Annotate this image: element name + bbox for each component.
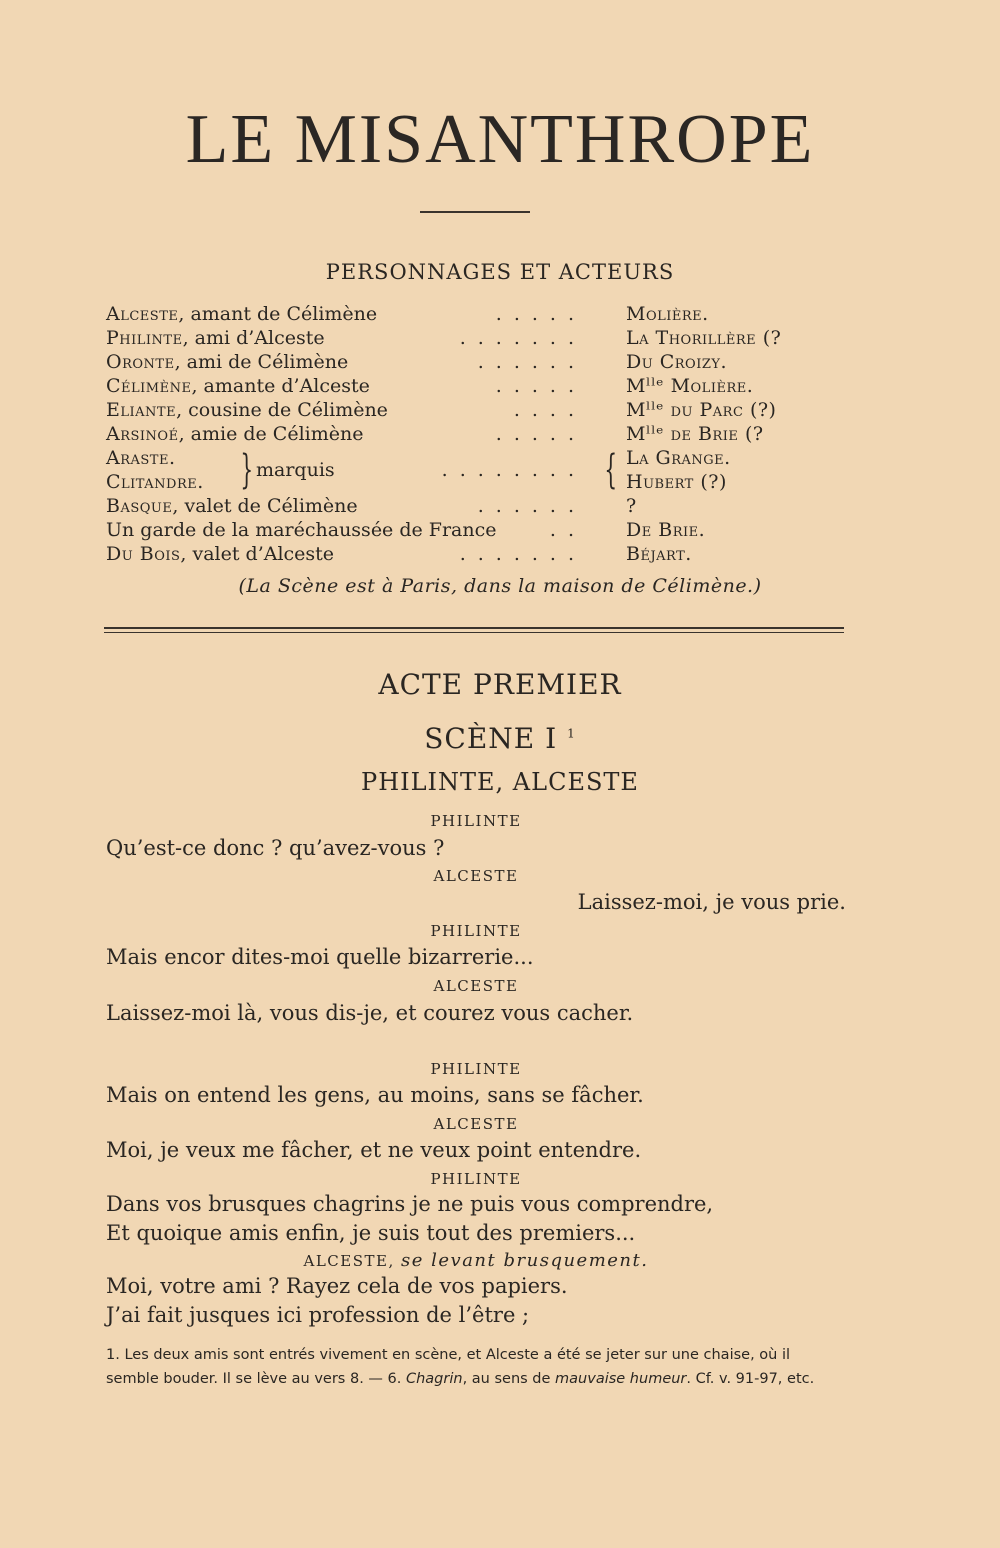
speaker-name: PHILINTE (430, 1060, 522, 1078)
cast-row (106, 374, 846, 398)
footnote-term: Chagrin (405, 1371, 463, 1387)
verse-line: Dans vos brusques chagrins je ne puis vous comprendre, (106, 1192, 714, 1216)
double-rule (104, 627, 844, 633)
verse-line: Moi, je veux me fâcher, et ne veux point entendre. (106, 1138, 642, 1162)
cast-row (106, 542, 846, 566)
verse-line: Mais encor dites-moi quelle bizarrerie... (106, 945, 534, 969)
actor-name: ? (626, 495, 637, 517)
character-name: Du Bois (106, 543, 181, 565)
verse-line: Mais on entend les gens, au moins, sans se fâcher. (106, 1083, 644, 1107)
verse-line: J’ai fait jusques ici profession de l’être ; (106, 1303, 530, 1327)
character-name: Basque (106, 495, 173, 517)
marquis-label: marquis (256, 459, 335, 481)
cast-row (106, 422, 846, 446)
verse-line: Laissez-moi, je vous prie. (577, 890, 846, 914)
leader-dots: ..... (495, 375, 586, 397)
character-desc: , ami de Célimène (174, 351, 349, 373)
stage-direction: se levant brusquement. (401, 1250, 649, 1271)
actor-name: La Grange. (626, 447, 731, 469)
scene-setting: (La Scène est à Paris, dans la maison de Célimène.) (238, 575, 762, 597)
speaker-name: ALCESTE (433, 1115, 519, 1133)
character-name: Araste. (106, 447, 176, 469)
actor-name: De Brie. (626, 519, 706, 541)
character-desc: , cousine de Célimène (176, 399, 388, 421)
actor-name: Béjart. (626, 543, 692, 565)
actor-name: La Thorillère (? (626, 327, 782, 349)
verse-line: Qu’est-ce donc ? qu’avez-vous ? (106, 836, 445, 860)
character-name: Oronte (106, 351, 175, 373)
cast-row (106, 398, 846, 422)
left-brace: } (240, 447, 254, 493)
marquis-group (106, 446, 846, 494)
cast-row (106, 494, 846, 518)
actor-name: Du Croizy. (626, 351, 728, 373)
cast-row (106, 518, 846, 542)
actor-name: Molière. (626, 303, 709, 325)
character-name: Eliante (106, 399, 177, 421)
character-desc: Un garde de la maréchaussée de France (106, 519, 497, 541)
character-name: Arsinoé (106, 423, 179, 445)
actor-name: Mˡˡᵉ de Brie (? (626, 423, 764, 445)
speaker-name: ALCESTE (433, 867, 519, 885)
cast-list (106, 302, 846, 566)
character-desc: , amie de Célimène (178, 423, 364, 445)
leader-dots: ...... (477, 351, 586, 373)
act-title: ACTE PREMIER (378, 668, 622, 701)
character-name: Clitandre. (106, 471, 204, 493)
character-desc: , amant de Célimène (178, 303, 378, 325)
speaker-name: PHILINTE (430, 922, 522, 940)
speaker-name: PHILINTE (430, 812, 522, 830)
right-brace: { (604, 447, 618, 493)
verse-line: Laissez-moi là, vous dis-je, et courez vous cacher. (106, 1001, 634, 1025)
leader-dots: ..... (495, 423, 586, 445)
cast-row (106, 326, 846, 350)
leader-dots: .. (549, 519, 586, 541)
footnote-ref: 1 (567, 726, 576, 741)
leader-dots: ....... (459, 327, 586, 349)
character-desc: , valet d’Alceste (180, 543, 335, 565)
actor-name: Hubert (?) (626, 471, 727, 493)
scene-characters: PHILINTE, ALCESTE (361, 768, 639, 796)
actor-name: Mˡˡᵉ Molière. (626, 375, 754, 397)
speaker-name: PHILINTE (430, 1170, 522, 1188)
cast-heading: PERSONNAGES ET ACTEURS (325, 260, 675, 284)
cast-row (106, 302, 846, 326)
leader-dots: .... (513, 399, 586, 421)
character-name: Alceste (106, 303, 179, 325)
footnote: 1. Les deux amis sont entrés vivement en scène, et Alceste a été se jeter sur une chaise, où il semble bouder. Il se lève au vers 8. — 6. Chagrin, au sens de mauvaise humeur. Cf. v. 91-97, etc. (106, 1347, 815, 1387)
footnote-term: mauvaise humeur (555, 1371, 687, 1387)
character-name: Philinte (106, 327, 183, 349)
character-name: Célimène (106, 375, 192, 397)
scene-title (0, 722, 1000, 755)
character-desc: , ami d’Alceste (182, 327, 325, 349)
speaker-name: ALCESTE (433, 977, 519, 995)
speaker-with-stage-direction (106, 1250, 846, 1271)
leader-dots: ........ (441, 459, 586, 481)
leader-dots: ..... (495, 303, 586, 325)
cast-row (106, 350, 846, 374)
verse-line: Moi, votre ami ? Rayez cela de vos papiers. (106, 1274, 568, 1298)
verse-line: Et quoique amis enfin, je suis tout des premiers... (106, 1221, 636, 1245)
title-rule (420, 211, 530, 213)
leader-dots: ...... (477, 495, 586, 517)
actor-name: Mˡˡᵉ du Parc (?) (626, 399, 777, 421)
scene-label: SCÈNE I (424, 722, 558, 755)
character-desc: , valet de Célimène (172, 495, 358, 517)
play-title: LE MISANTHROPE (185, 101, 815, 178)
speaker-name: ALCESTE, (303, 1252, 395, 1270)
character-desc: , amante d’Alceste (191, 375, 370, 397)
leader-dots: ....... (459, 543, 586, 565)
